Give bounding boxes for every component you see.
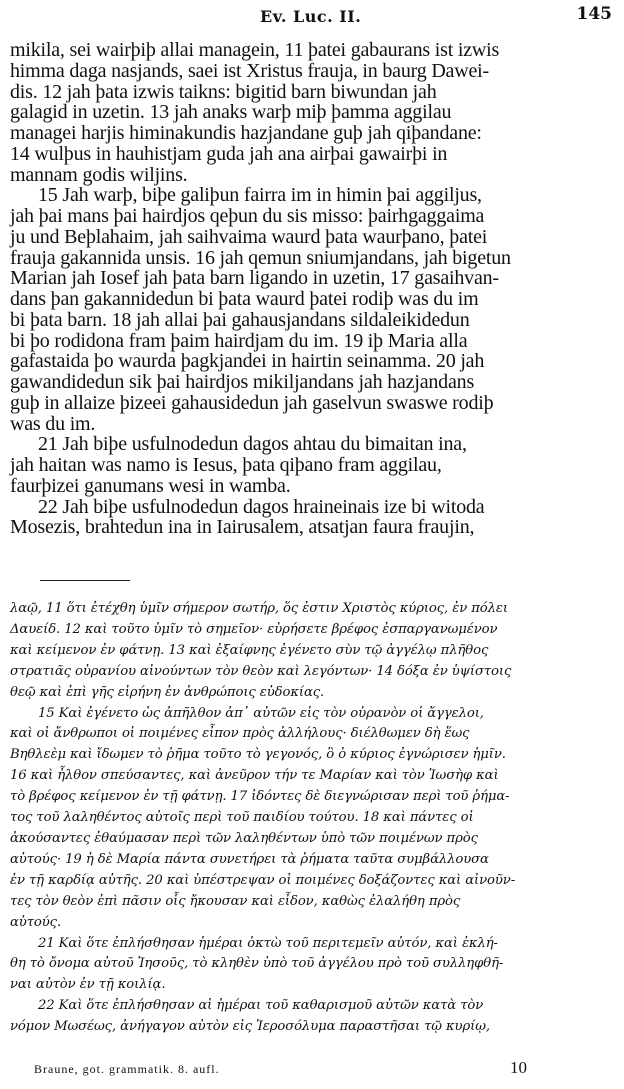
- printer-signature: Braune, got. grammatik. 8. aufl.: [34, 1062, 220, 1076]
- greek-paragraph: 15 Καὶ ἐγένετο ὡς ἀπῆλθον ἀπ᾽ αὐτῶν εἰς τὸν οὐρανὸν οἱ ἄγγελοι, καὶ οἱ ἄνθρωποι οἱ ποιμένες εἶπον πρὸς ἀλλήλους· διέλθωμεν δὴ ἕως Βηθλεὲμ καὶ ἴδωμεν τὸ ῥῆμα τοῦτο τὸ γεγονός, ὃ ὁ κύριος ἐγνώρισεν ἡμῖν. 16 καὶ ἦλθον σπεύσαντες, καὶ ἀνεῦρον τήν τε Μαρίαν καὶ τὸν Ἰωσὴφ καὶ τὸ βρέφος κείμενον ἐν τῇ φάτνῃ. 17 ἰδόντες δὲ διεγνώρισαν περὶ τοῦ ῥήμα- τος τοῦ λαληθέντος αὐτοῖς περὶ τοῦ παιδίου τούτου. 18 καὶ πάντες οἱ ἀκούσαντες ἐθαύμασαν περὶ τῶν λαληθέντων ὑπὸ τῶν ποιμένων πρὸς αὐτούς· 19 ἡ δὲ Μαρία πάντα συνετήρει τὰ ῥήματα ταῦτα συμβάλλουσα ἐν τῇ καρδίᾳ αὐτῆς. 20 καὶ ὑπέστρεψαν οἱ ποιμένες δοξάζοντες καὶ αἰνοῦν- τες τὸν θεὸν ἐπὶ πᾶσιν οἷς ἤκουσαν καὶ εἶδον, καθὼς ἐλαλήθη πρὸς αὐτούς.: [10, 705, 516, 930]
- gothic-paragraph: 22 Jah biþe usfulnodedun dagos hraineinais ize bi witoda Mosezis, brahtedun ina in Iairusalem, atsatjan faura fraujin,: [10, 495, 485, 539]
- gothic-paragraph: 15 Jah warþ, biþe galiþun fairra im in himin þai aggiljus, jah þai mans þai hairdjos qeþun du sis misso: þairhgaggaima ju und Beþlahaim, jah saihvaima waurd þata waurþano, þatei frauja gakannida unsis. 16 jah qemun sniumjandans, jah bigetun Marian jah Iosef jah þata barn ligando in uzetin, 17 gasaihvan- dans þan gakannidedun bi þata waurd þatei rodiþ was du im bi þata barn. 18 jah allai þai gahausjandans sildaleikidedun bi þo rodidona fram þaim hairdjam du im. 19 iþ Maria alla gafastaida þo waurda þagkjandei in hairtin seinamma. 20 jah gawandidedun sik þai hairdjos mikiljandans jah hazjandans guþ in allaize þizeei gahausidedun jah gaselvun swaswe rodiþ was du im.: [10, 184, 511, 435]
- footnote-divider: [40, 580, 130, 581]
- gothic-paragraph: mikila, sei wairþiþ allai managein, 11 þatei gabaurans ist izwis himma daga nasjands, saei ist Xristus frauja, in baurg Dawei- dis. 12 jah þata izwis taikns: bigitid barn biwundan jah galagid in uzetin. 13 jah anaks warþ miþ þamma aggilau managei harjis himinakundis hazjandane guþ jah qiþandane: 14 wulþus in hauhistjam guda jah ana airþai gawairþi in mannam godis wiljins.: [10, 39, 500, 186]
- page-footer: [10, 1058, 614, 1080]
- sheet-number: 10: [510, 1058, 527, 1077]
- page-number: 145: [576, 4, 612, 24]
- greek-paragraph: 21 Καὶ ὅτε ἐπλήσθησαν ἡμέραι ὀκτὼ τοῦ περιτεμεῖν αὐτόν, καὶ ἐκλή- θη τὸ ὄνομα αὐτοῦ Ἰησοῦς, τὸ κληθὲν ὑπὸ τοῦ ἀγγέλου πρὸ τοῦ συλληφθῆ- ναι αὐτὸν ἐν τῇ κοιλίᾳ.: [10, 935, 504, 993]
- greek-paragraph: 22 Καὶ ὅτε ἐπλήσθησαν αἱ ἡμέραι τοῦ καθαρισμοῦ αὐτῶν κατὰ τὸν νόμον Μωσέως, ἀνήγαγον αὐτὸν εἰς Ἱεροσόλυμα παραστῆσαι τῷ κυρίῳ,: [10, 998, 490, 1035]
- book-page: [10, 0, 614, 1089]
- running-title: Ev. Luc. II.: [260, 7, 362, 26]
- running-header: [10, 4, 614, 28]
- gothic-text-block: [10, 40, 614, 538]
- greek-text-block: [10, 599, 614, 1038]
- gothic-paragraph: 21 Jah biþe usfulnodedun dagos ahtau du bimaitan ina, jah haitan was namo is Iesus, þata qiþano fram aggilau, faurþizei ganumans wesi in wamba.: [10, 433, 467, 497]
- greek-paragraph: λαῷ, 11 ὅτι ἐτέχθη ὑμῖν σήμερον σωτήρ, ὅς ἐστιν Χριστὸς κύριος, ἐν πόλει Δαυείδ. 12 καὶ τοῦτο ὑμῖν τὸ σημεῖον· εὑρήσετε βρέφος ἐσπαργανωμένον καὶ κείμενον ἐν φάτνῃ. 13 καὶ ἐξαίφνης ἐγένετο σὺν τῷ ἀγγέλῳ πλῆθος στρατιᾶς οὐρανίου αἰνούντων τὸν θεὸν καὶ λεγόντων· 14 δόξα ἐν ὑψίστοις θεῷ καὶ ἐπὶ γῆς εἰρήνη ἐν ἀνθρώποις εὐδοκίας.: [10, 601, 512, 700]
